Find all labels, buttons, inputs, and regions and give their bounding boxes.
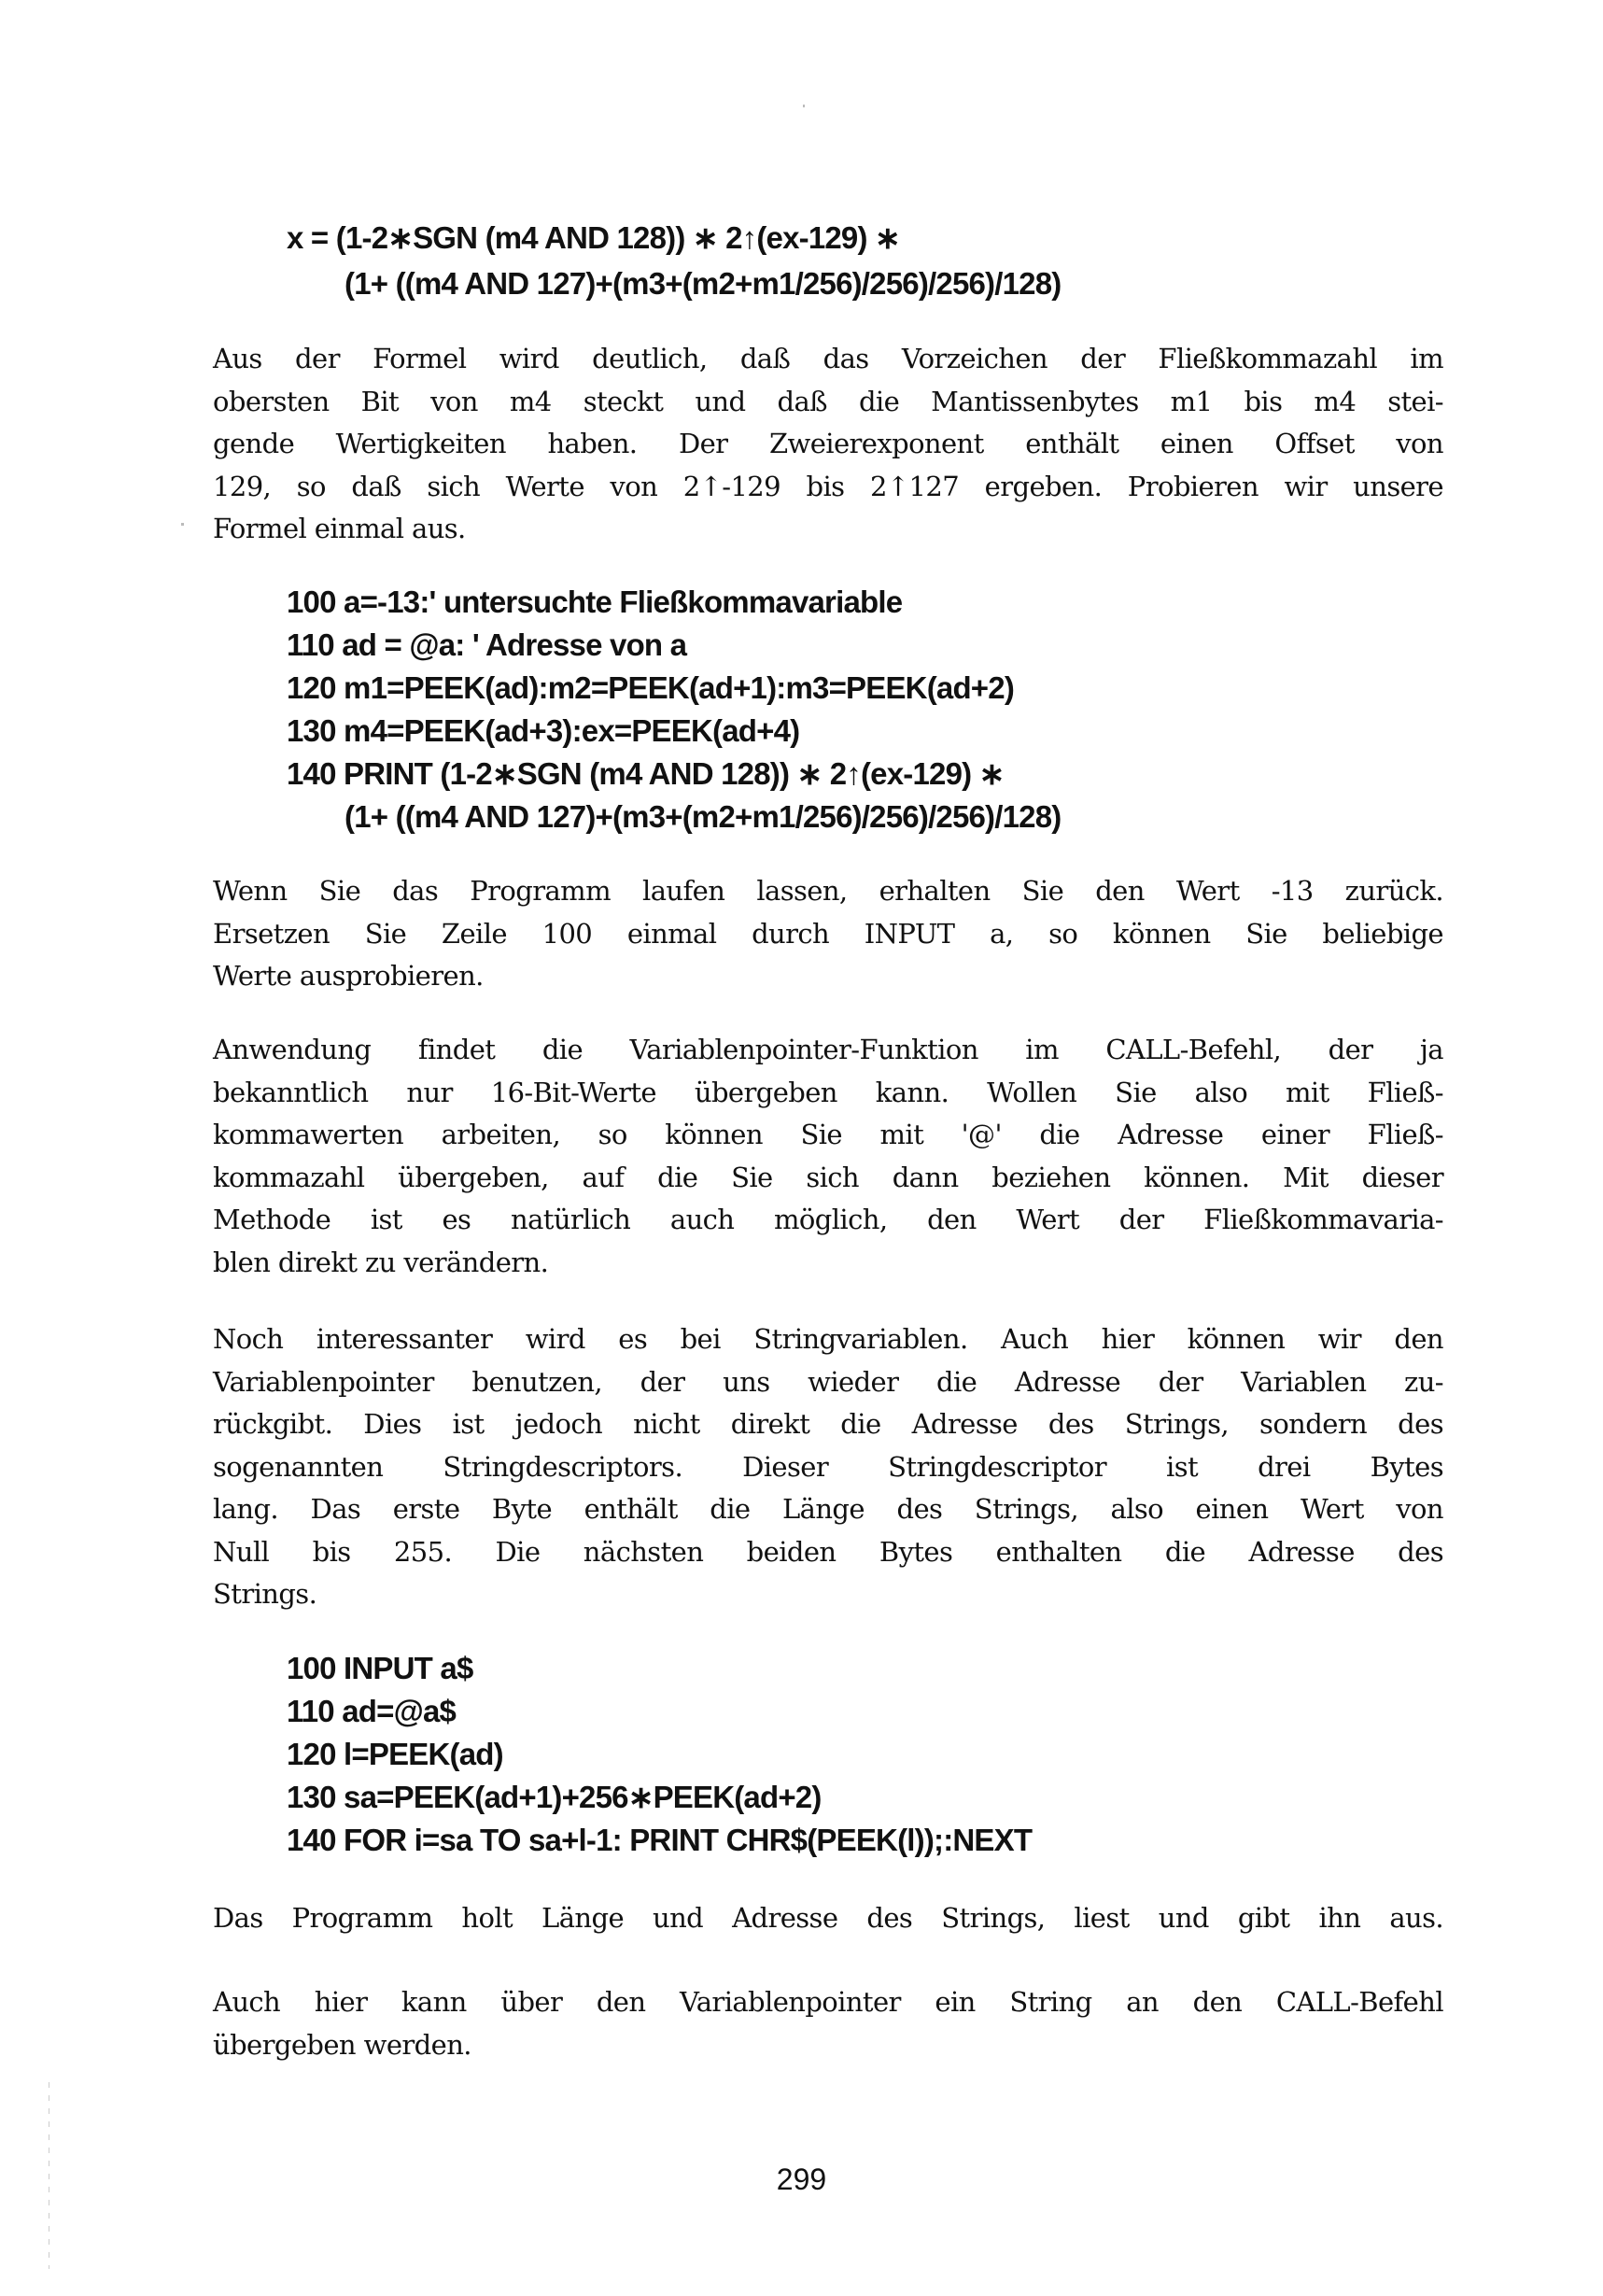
text-line: sogenannten Stringdescriptors. Dieser Stringdescriptor ist drei Bytes [213, 1450, 1443, 1483]
code-listing-float [287, 581, 1061, 838]
code-line: 110 ad = @a: ' Adresse von a [287, 627, 687, 662]
formula-line: x = (1-2∗SGN (m4 AND 128)) ∗ 2↑(ex-129) ∗ [287, 220, 900, 255]
text-line: Werte ausprobieren. [213, 960, 484, 992]
text-line: Strings. [213, 1578, 317, 1610]
text-line: Formel einmal aus. [213, 513, 466, 544]
text-line: übergeben werden. [213, 2028, 471, 2061]
paragraph-program-result [213, 870, 1443, 998]
paragraph-program-summary [213, 1897, 1443, 1940]
text-line: Methode ist es natürlich auch möglich, den Wert der Fließkommavaria- [213, 1204, 1443, 1235]
text-line: Wenn Sie das Programm laufen lassen, erhalten Sie den Wert -13 zurück. [213, 875, 1443, 907]
code-line: 140 PRINT (1-2∗SGN (m4 AND 128)) ∗ 2↑(ex-129) ∗ [287, 756, 1005, 791]
code-listing-string [287, 1647, 1032, 1862]
code-line: 110 ad=@a$ [287, 1694, 457, 1728]
text-line: blen direkt zu verändern. [213, 1246, 549, 1278]
text-line: rückgibt. Dies ist jedoch nicht direkt die Adresse des Strings, sondern des [213, 1408, 1443, 1440]
text-line: Das Programm holt Länge und Adresse des Strings, liest und gibt ihn aus. [213, 1902, 1443, 1934]
page-number: 299 [776, 2162, 827, 2196]
paragraph-call-usage [213, 1029, 1443, 1284]
code-line: 100 INPUT a$ [287, 1651, 473, 1685]
code-line: 130 sa=PEEK(ad+1)+256∗PEEK(ad+2) [287, 1780, 822, 1814]
code-line: 130 m4=PEEK(ad+3):ex=PEEK(ad+4) [287, 713, 800, 748]
text-line: obersten Bit von m4 steckt und daß die Mantissenbytes m1 bis m4 stei- [213, 385, 1443, 417]
text-line: kommawerten arbeiten, so können Sie mit '@' die Adresse einer Fließ- [213, 1119, 1443, 1150]
text-line: Auch hier kann über den Variablenpointer ein String an den CALL-Befehl [213, 1986, 1443, 2018]
formula-block [287, 215, 1061, 306]
text-line: Null bis 255. Die nächsten beiden Bytes enthalten die Adresse des [213, 1535, 1443, 1568]
text-line: Variablenpointer benutzen, der uns wieder die Adresse der Variablen zu- [213, 1365, 1443, 1398]
paragraph-string-variables [213, 1318, 1443, 1616]
formula-line: (1+ ((m4 AND 127)+(m3+(m2+m1/256)/256)/256)/128) [345, 266, 1062, 301]
text-line: Aus der Formel wird deutlich, daß das Vorzeichen der Fließkommazahl im [213, 343, 1443, 374]
scan-artifact [803, 105, 805, 107]
text-line: lang. Das erste Byte enthält die Länge des Strings, also einen Wert von [213, 1493, 1443, 1525]
code-line: 140 FOR i=sa TO sa+l-1: PRINT CHR$(PEEK(l));:NEXT [287, 1823, 1033, 1857]
scan-artifact [181, 523, 184, 526]
code-line: 120 l=PEEK(ad) [287, 1737, 503, 1771]
code-line: 120 m1=PEEK(ad):m2=PEEK(ad+1):m3=PEEK(ad+2) [287, 670, 1015, 705]
text-line: Anwendung findet die Variablenpointer-Funktion im CALL-Befehl, der ja [213, 1034, 1443, 1065]
text-line: kommazahl übergeben, auf die Sie sich dann beziehen können. Mit dieser [213, 1161, 1443, 1193]
paragraph-call-string [213, 1981, 1443, 2066]
text-line: 129, so daß sich Werte von 2↑-129 bis 2↑127 ergeben. Probieren wir unsere [213, 470, 1443, 502]
paragraph-formula-explanation [213, 338, 1443, 551]
code-line: (1+ ((m4 AND 127)+(m3+(m2+m1/256)/256)/256)/128) [345, 799, 1062, 834]
text-line: Ersetzen Sie Zeile 100 einmal durch INPUT a, so können Sie beliebige [213, 917, 1443, 950]
text-line: Noch interessanter wird es bei Stringvariablen. Auch hier können wir den [213, 1323, 1443, 1355]
text-line: gende Wertigkeiten haben. Der Zweierexponent enthält einen Offset von [213, 428, 1443, 459]
code-line: 100 a=-13:' untersuchte Fließkommavariable [287, 585, 903, 619]
text-line: bekanntlich nur 16-Bit-Werte übergeben kann. Wollen Sie also mit Fließ- [213, 1076, 1443, 1108]
